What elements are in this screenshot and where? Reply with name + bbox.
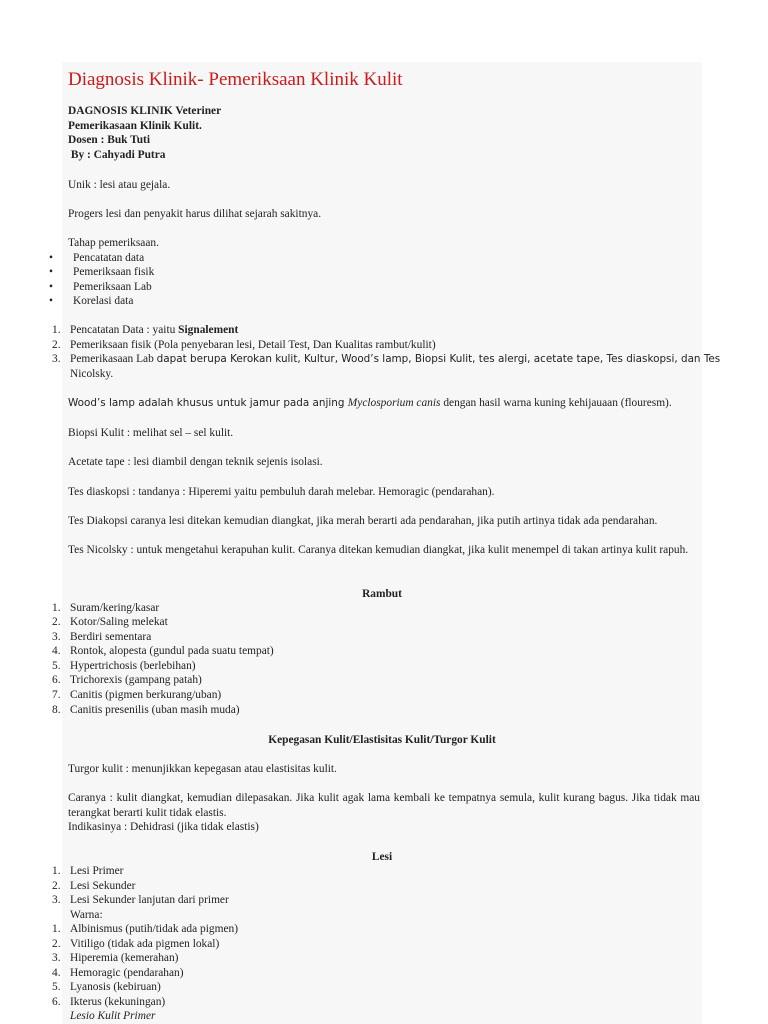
list-number: 3. <box>52 631 61 643</box>
list-number: 2. <box>52 616 61 628</box>
paragraph-woods <box>68 396 700 411</box>
paragraph-caranya: Caranya : kulit diangkat, kemudian dilepasakan. Jika kulit agak lama kembali ke tempatnya semula, kulit kurang bagus. Jika tidak mau terangkat berarti kulit tidak elastis. <box>68 792 700 819</box>
list-number: 2. <box>52 938 61 950</box>
list-number: 3. <box>52 353 61 365</box>
bullet-marker: • <box>49 266 53 278</box>
header-line: Pemerikasaan Klinik Kulit. <box>68 119 202 132</box>
document-title: Diagnosis Klinik- Pemeriksaan Klinik Kulit <box>68 69 403 90</box>
header-line: DAGNOSIS KLINIK Veteriner <box>68 105 222 117</box>
section-heading-rambut: Rambut <box>362 588 402 600</box>
list-item-text: Ikterus (kekuningan) <box>70 996 166 1008</box>
list-item-text: Warna: <box>70 909 103 921</box>
list-number: 3. <box>52 894 61 906</box>
paragraph-indikasi: Indikasinya : Dehidrasi (jika tidak elastis) <box>68 821 259 833</box>
list-number: 5. <box>52 981 61 993</box>
list-item-text: Lesi Sekunder <box>70 880 136 892</box>
paragraph-acetate: Acetate tape : lesi diambil dengan teknik sejenis isolasi. <box>68 456 323 468</box>
list-item-text: Hypertrichosis (berlebihan) <box>70 660 196 672</box>
list-item-text: Suram/kering/kasar <box>70 602 160 614</box>
list-item-text: Canitis presenilis (uban masih muda) <box>70 704 240 716</box>
caption-text: Lesio Kulit Primer <box>70 1010 156 1022</box>
list-number: 1. <box>52 602 61 614</box>
list-number: 1. <box>52 324 61 336</box>
list-number: 7. <box>52 689 61 701</box>
list-item-text: Trichorexis (gampang patah) <box>70 674 202 686</box>
list-number: 6. <box>52 996 61 1008</box>
bullet-marker: • <box>49 281 53 293</box>
list-item-text: Hemoragic (pendarahan) <box>70 967 184 979</box>
list-item-text: dapat berupa Kerokan kulit, Kultur, Wood’s lamp, Biopsi Kulit, tes alergi, acetate tape, Tes diaskopsi, dan Tes <box>156 353 721 365</box>
list-item-text: Lesi Sekunder lanjutan dari primer <box>70 894 229 906</box>
list-item-text: Lesi Primer <box>70 865 124 877</box>
section-heading-lesi: Lesi <box>371 851 393 863</box>
paragraph-biopsi: Biopsi Kulit : melihat sel – sel kulit. <box>68 427 234 439</box>
woods-species: Myclosporium canis <box>347 397 441 409</box>
signalement-bold: Signalement <box>178 324 239 336</box>
list-item-text: Pemeriksaan Lab <box>73 281 152 293</box>
paragraph-diakopsi: Tes Diakopsi caranya lesi ditekan kemudian diangkat, jika merah berarti ada pendarahan, jika putih artinya tidak ada pendarahan. <box>68 515 658 527</box>
list-number: 2. <box>52 339 61 351</box>
document-header <box>68 104 221 162</box>
paragraph-diaskopi: Tes diaskopsi : tandanya : Hiperemi yaitu pembuluh darah melebar. Hemoragic (pendarahan). <box>68 486 495 498</box>
woods-rest: dengan hasil warna kuning kehijauaan (flouresm). <box>440 397 672 409</box>
paragraph-progers: Progers lesi dan penyakit harus dilihat sejarah sakitnya. <box>68 208 322 220</box>
list-item-text: Nicolsky. <box>70 368 114 380</box>
bullet-marker: • <box>49 295 53 307</box>
list-number: 1. <box>52 865 61 877</box>
list-item-text: Vitiligo (tidak ada pigmen lokal) <box>70 938 220 950</box>
list-item-text: Albinismus (putih/tidak ada pigmen) <box>70 923 238 935</box>
list-item-text: Pencatatan data <box>73 252 145 264</box>
paragraph-nicolsky: Tes Nicolsky : untuk mengetahui kerapuhan kulit. Caranya ditekan kemudian diangkat, jika kulit menempel di takan artinya kulit rapuh. <box>68 544 689 556</box>
paragraph-turgor: Turgor kulit : menunjikkan kepegasan atau elastisitas kulit. <box>68 763 337 775</box>
list-item-text: Hiperemia (kemerahan) <box>70 952 179 964</box>
list-item-text: Kotor/Saling melekat <box>70 616 168 628</box>
list-number: 4. <box>52 645 61 657</box>
list-item-text: Canitis (pigmen berkurang/uban) <box>70 689 222 701</box>
header-line: By : Cahyadi Putra <box>68 148 166 161</box>
list-item-text: Pencatatan Data : yaitu <box>70 324 179 336</box>
header-line: Dosen : Buk Tuti <box>68 134 150 147</box>
paragraph-tahap-label: Tahap pemeriksaan. <box>68 237 159 249</box>
list-number: 6. <box>52 674 61 686</box>
list-item-text: Berdiri sementara <box>70 631 152 643</box>
list-item-text: Pemerikasaan Lab <box>70 353 157 365</box>
list-item-text: Pemeriksaan fisik <box>73 266 155 278</box>
list-number: 2. <box>52 880 61 892</box>
list-number: 5. <box>52 660 61 672</box>
paragraph-unik: Unik : lesi atau gejala. <box>68 179 171 191</box>
list-item-text: Korelasi data <box>73 295 134 307</box>
list-item-text: Lyanosis (kebiruan) <box>70 981 161 993</box>
list-item-text: Pemeriksaan fisik (Pola penyebaran lesi, Detail Test, Dan Kualitas rambut/kulit) <box>70 339 436 351</box>
list-number: 4. <box>52 967 61 979</box>
list-number: 3. <box>52 952 61 964</box>
list-number: 1. <box>52 923 61 935</box>
list-number: 8. <box>52 704 61 716</box>
list-item-text: Rontok, alopesta (gundul pada suatu tempat) <box>70 645 274 657</box>
bullet-marker: • <box>49 252 53 264</box>
woods-text: Wood’s lamp adalah khusus untuk jamur pada anjing <box>68 397 348 409</box>
section-heading-kepegasan: Kepegasan Kulit/Elastisitas Kulit/Turgor Kulit <box>268 734 496 746</box>
